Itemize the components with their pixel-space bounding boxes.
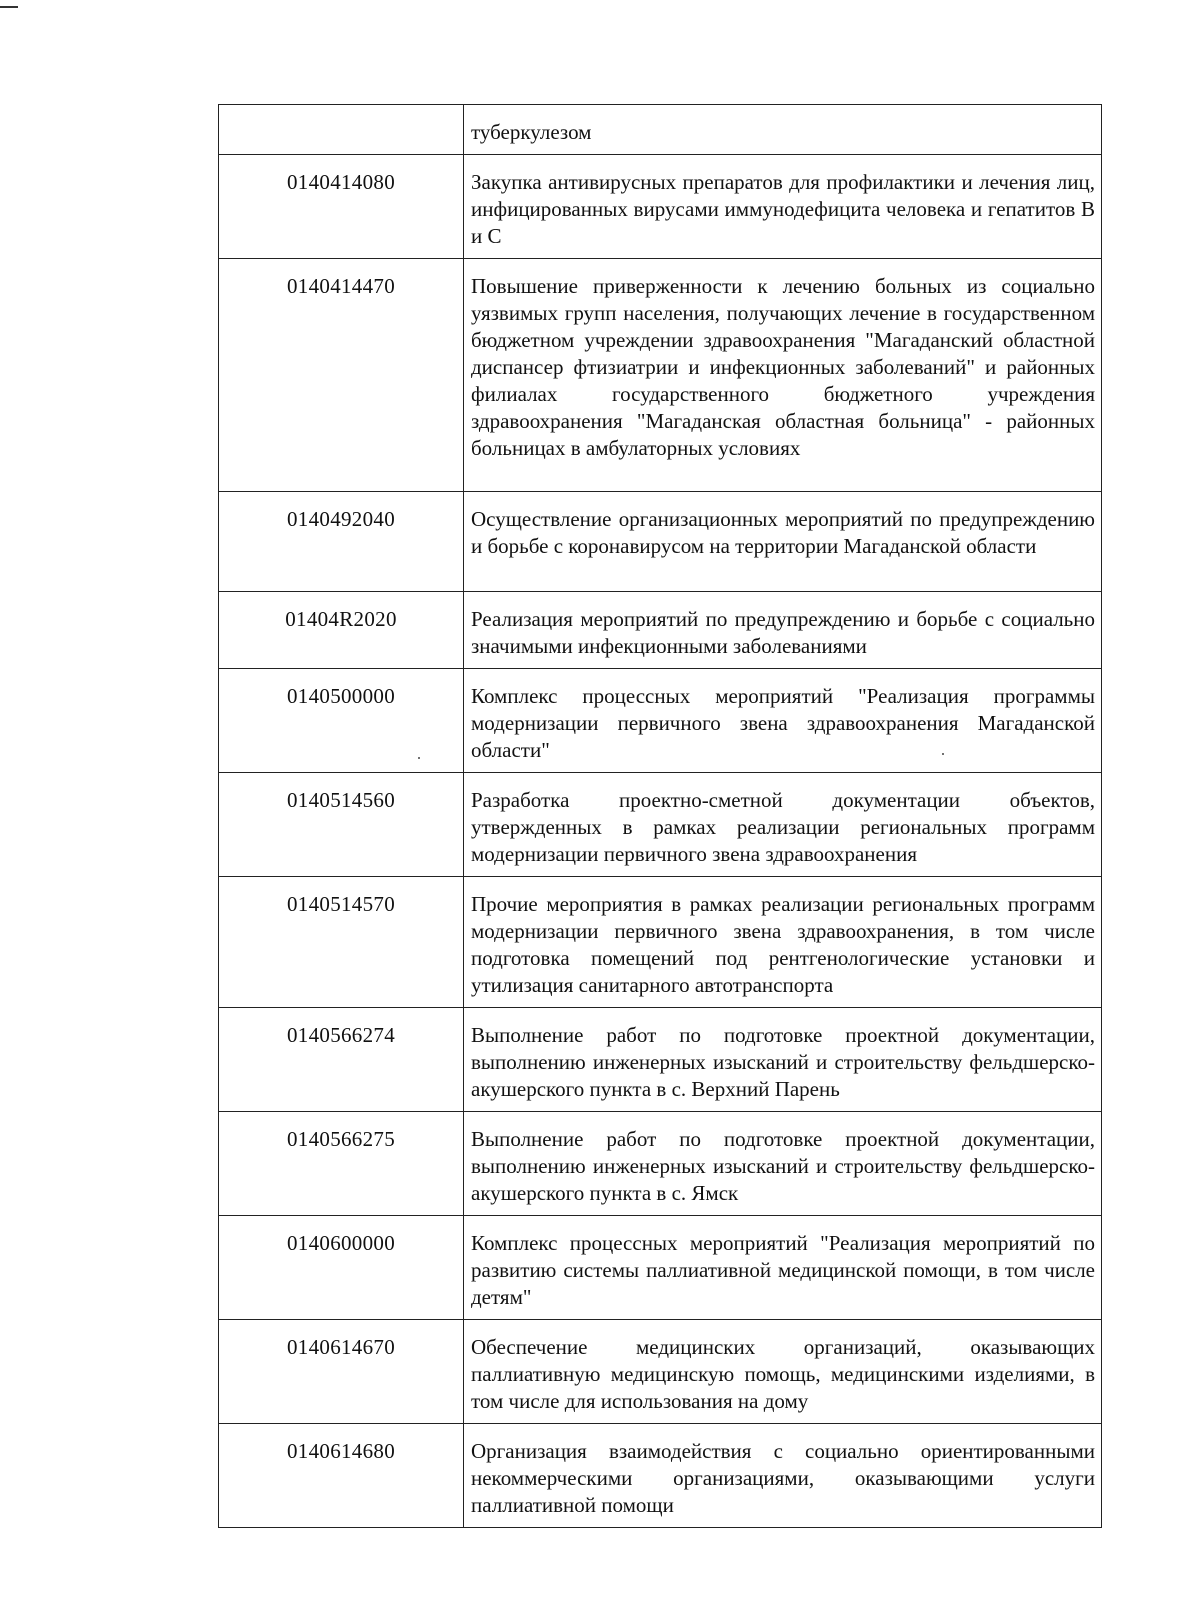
code-cell: 0140414470 bbox=[219, 259, 464, 492]
table-row bbox=[219, 105, 1102, 155]
code-cell: 01404R2020 bbox=[219, 592, 464, 669]
description-cell: Прочие мероприятия в рамках реализации региональных программ модернизации первичного звена здравоохранения, в том числе подготовка помещений под рентгенологические установки и утилизация санитарного автотранспорта bbox=[464, 877, 1102, 1008]
table-row bbox=[219, 1008, 1102, 1112]
code-cell: 0140600000 bbox=[219, 1216, 464, 1320]
scan-edge-mark bbox=[0, 6, 18, 8]
description-cell: Закупка антивирусных препаратов для профилактики и лечения лиц, инфицированных вирусами иммунодефицита человека и гепатитов В и С bbox=[464, 155, 1102, 259]
description-cell: Реализация мероприятий по предупреждению и борьбе с социально значимыми инфекционными заболеваниями bbox=[464, 592, 1102, 669]
code-cell: 0140414080 bbox=[219, 155, 464, 259]
table-row bbox=[219, 1112, 1102, 1216]
description-cell: Организация взаимодействия с социально ориентированными некоммерческими организациями, оказывающими услуги паллиативной помощи bbox=[464, 1424, 1102, 1528]
budget-code-table bbox=[218, 104, 1102, 1528]
description-cell: Повышение приверженности к лечению больных из социально уязвимых групп населения, получающих лечение в государственном бюджетном учреждении здравоохранения "Магаданский областной диспансер фтизиатрии и инфекционных заболеваний" и районных филиалах государственного бюджетного учреждения здравоохранения "Магаданская областная больница" - районных больницах в амбулаторных условиях bbox=[464, 259, 1102, 492]
description-cell: Комплекс процессных мероприятий "Реализация программы модернизации первичного звена здравоохранения Магаданской области" bbox=[464, 669, 1102, 773]
table-row bbox=[219, 259, 1102, 492]
table-row bbox=[219, 1216, 1102, 1320]
table-row bbox=[219, 492, 1102, 592]
code-cell: 0140566274 bbox=[219, 1008, 464, 1112]
description-cell: Выполнение работ по подготовке проектной документации, выполнению инженерных изысканий и строительству фельдшерско-акушерского пункта в с. Верхний Парень bbox=[464, 1008, 1102, 1112]
description-cell: Выполнение работ по подготовке проектной документации, выполнению инженерных изысканий и строительству фельдшерско-акушерского пункта в с. Ямск bbox=[464, 1112, 1102, 1216]
description-cell: Комплекс процессных мероприятий "Реализация мероприятий по развитию системы паллиативной медицинской помощи, в том числе детям" bbox=[464, 1216, 1102, 1320]
code-cell bbox=[219, 105, 464, 155]
code-cell: 0140566275 bbox=[219, 1112, 464, 1216]
code-cell: 0140514570 bbox=[219, 877, 464, 1008]
code-cell: 0140614670 bbox=[219, 1320, 464, 1424]
scan-speck bbox=[418, 757, 420, 759]
description-cell: Осуществление организационных мероприятий по предупреждению и борьбе с коронавирусом на территории Магаданской области bbox=[464, 492, 1102, 592]
description-cell: туберкулезом bbox=[464, 105, 1102, 155]
code-cell: 0140500000 bbox=[219, 669, 464, 773]
description-cell: Разработка проектно-сметной документации объектов, утвержденных в рамках реализации региональных программ модернизации первичного звена здравоохранения bbox=[464, 773, 1102, 877]
description-cell: Обеспечение медицинских организаций, оказывающих паллиативную медицинскую помощь, медицинскими изделиями, в том числе для использования на дому bbox=[464, 1320, 1102, 1424]
table-row bbox=[219, 1320, 1102, 1424]
table-row bbox=[219, 1424, 1102, 1528]
table-row bbox=[219, 877, 1102, 1008]
table-row bbox=[219, 592, 1102, 669]
table-row bbox=[219, 773, 1102, 877]
scan-speck bbox=[942, 753, 944, 755]
code-cell: 0140514560 bbox=[219, 773, 464, 877]
table-row bbox=[219, 669, 1102, 773]
code-cell: 0140492040 bbox=[219, 492, 464, 592]
table-row bbox=[219, 155, 1102, 259]
code-cell: 0140614680 bbox=[219, 1424, 464, 1528]
